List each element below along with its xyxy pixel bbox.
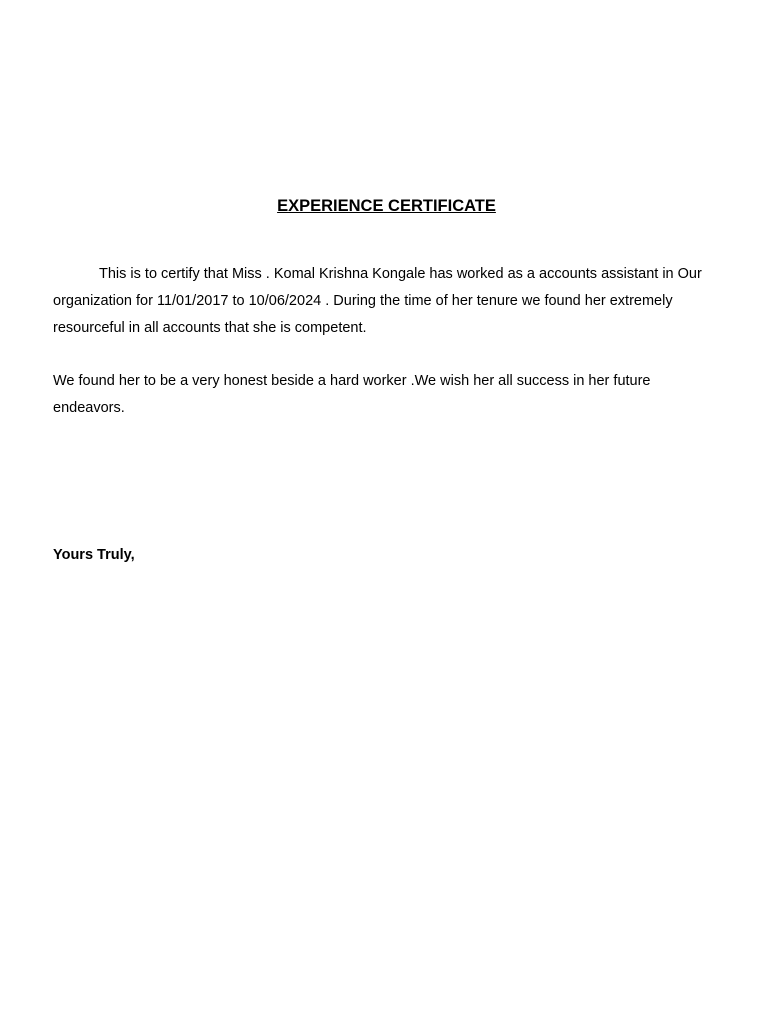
certification-paragraph: This is to certify that Miss . Komal Krishna Kongale has worked as a accounts assistant in Our organization for 11/01/2017 to 10/06/2024 . During the time of her tenure we found her extremely resourceful in all accounts that she is competent. (53, 266, 702, 336)
recommendation-paragraph: We found her to be a very honest beside a hard worker .We wish her all success in her future endeavors. (53, 373, 651, 416)
closing-salutation: Yours Truly, (53, 547, 135, 563)
document-title: EXPERIENCE CERTIFICATE (277, 197, 496, 215)
